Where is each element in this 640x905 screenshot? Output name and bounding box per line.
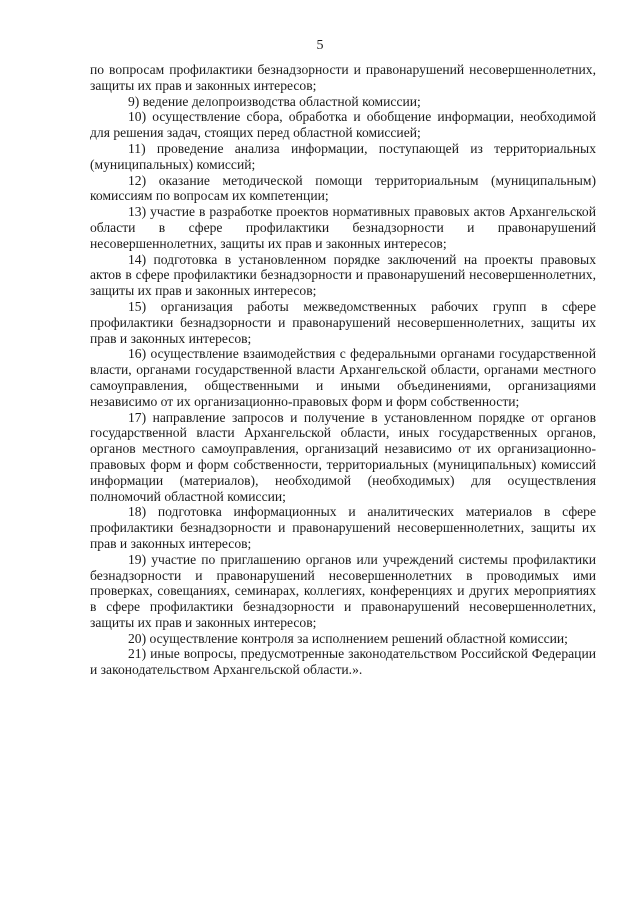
paragraph-continuation: по вопросам профилактики безнадзорности и правонарушений несовершеннолетних, защиты их прав и законных интересов; <box>90 62 596 93</box>
list-item-10: 10) осуществление сбора, обработка и обобщение информации, необходимой для решения задач, стоящих перед областной комиссией; <box>90 109 596 141</box>
list-item-21: 21) иные вопросы, предусмотренные законодательством Российской Федерации и законодательством Архангельской области.». <box>90 646 596 678</box>
list-item-15: 15) организация работы межведомственных рабочих групп в сфере профилактики безнадзорности и правонарушений несовершеннолетних, защиты их прав и законных интересов; <box>90 298 596 346</box>
list-item-9: 9) ведение делопроизводства областной комиссии; <box>128 93 421 109</box>
list-item-20: 20) осуществление контроля за исполнением решений областной комиссии; <box>128 630 568 646</box>
list-item-17: 17) направление запросов и получение в установленном порядке от органов государственной власти Архангельской области, иных государственных органов, органов местного самоуправления, организаций независимо от их организационно-правовых форм и форм собственности, территориальных (муниципальных) комиссий информации (материалов), необходимой (необходимых) для осуществления полномочий областной комиссии; <box>90 409 596 504</box>
list-item-19: 19) участие по приглашению органов или учреждений системы профилактики безнадзорности и правонарушений несовершеннолетних в проводимых ими проверках, совещаниях, семинарах, коллегиях, конференциях и других мероприятиях в сфере профилактики безнадзорности и правонарушений несовершеннолетних, защиты их прав и законных интересов; <box>90 551 596 630</box>
list-item-16: 16) осуществление взаимодействия с федеральными органами государственной власти, органами государственной власти Архангельской области, органами местного самоуправления, общественными и иными объединениями, организациями независимо от их организационно-правовых форм и форм собственности; <box>90 346 596 409</box>
list-item-18: 18) подготовка информационных и аналитических материалов в сфере профилактики безнадзорности и правонарушений несовершеннолетних, защиты их прав и законных интересов; <box>90 504 596 551</box>
page-number: 5 <box>316 38 324 53</box>
list-item-13: 13) участие в разработке проектов нормативных правовых актов Архангельской области в сфере профилактики безнадзорности и правонарушений несовершеннолетних, защиты их прав и законных интересов; <box>90 204 596 251</box>
document-body <box>90 62 596 678</box>
list-item-14: 14) подготовка в установленном порядке заключений на проекты правовых актов в сфере профилактики безнадзорности и правонарушений несовершеннолетних, защиты их прав и законных интересов; <box>90 251 596 299</box>
list-item-11: 11) проведение анализа информации, поступающей из территориальных (муниципальных) комиссий; <box>90 140 596 172</box>
list-item-12: 12) оказание методической помощи территориальным (муниципальным) комиссиям по вопросам их компетенции; <box>90 172 596 204</box>
